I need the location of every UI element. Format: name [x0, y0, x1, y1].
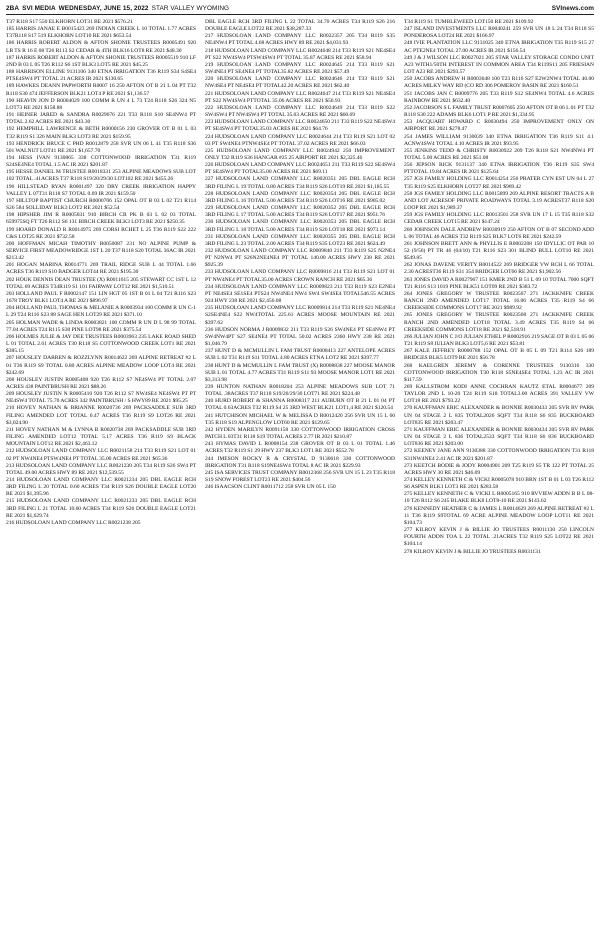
notice-entry: 214 HUDSOLOAN LAND COMPANY LLC R0021234 205 DBL EAGLE RCH 3RD FILING L 20 TOTAL 0.60 ACRES T34 R119 S26 DOUBLE EAGLE LOT20 RE 2021 $1,395.96	[6, 477, 196, 498]
notice-entry: 187 HARRIS ROBERT ALDON & AFTON SHONIE TRUSTEES R0005519 910 LF 2ND B 03 L 05 T26 R112 S6 1ST BLK3 LOT5 RE 2021 $45.25	[6, 54, 196, 68]
notice-entry: 227 HUDSOLOAN LAND COMPANY LLC R0020351 205 DBL EAGLE RCH 3RD FILING L 19 TOTAL 0.80 ACRES T34 R119 S26 LOT19 RE 2021 $1,185.55	[205, 176, 395, 190]
notice-entry: 249 J & J WILSON LLC R0027021 205 STAR VALLEY STORAGE CONDO UNIT A23 WITH1/50TH INTEREST IN COMMON AREA T34 R119S11 205 FRIESIAN LOT A23 RE 2021 $293.57	[404, 54, 594, 76]
column-2	[205, 19, 395, 924]
legal-notice-columns	[6, 19, 594, 924]
notice-entry: 224 HUDSOLOAN LAND COMPANY LLC R0024644 214 T33 R119 S21 LOT 02 03 PT SW4NE4 PTNW4SE4 PT TOTAL 37.02 ACRES RE 2021 $66.03	[205, 133, 395, 147]
notice-entry: 271 KAUFFMAN ERIC ALEXANDER & BONNIE R0030434 205 SVR RV PARK UN 04 STAGE 2 L 836 TOTAL2533 SQFT T34 R118 S6 836 BUCKBOARD LOT836 RE 2021 $203.00	[404, 426, 594, 448]
notice-entry: 206 HOLMES JULIE & JAY DEE TRUSTEES R0003963 235 LAKE ROAD SHED L 01 TOTAL 2.61 ACRES T30 R118 S5 COTTONWOOD CREEK LOT1 RE 2021 $385.15	[6, 333, 196, 355]
notice-entry: 207 HOUSLEY DARREN & ROZZLYNN R0014622 269 ALPINE RETREAT #2 L 01 T36 R119 S9 TOTAL 0.80 ACRES ALPINE MEADOW LOOP LOT4 RE 2021 $242.69	[6, 355, 196, 376]
notice-entry: 235 HUDSOLOAN LAND COMPANY LLC R0009814 214 T33 R119 S21 NE4NE4 S2SE4NE4 S22 NW4TOTAL 225.61 ACRES MOOSE MOUNTAIN RE 2021 $397.62	[205, 305, 395, 326]
notice-entry: 244 IMESON ROCKY R & CRYSTAL D 9130618 330 COTTONWOOD IRRIGATION T31 R118 S19NE4SW4 TOTAL 8 AC IR 2021 $229.93	[205, 455, 395, 469]
notice-entry: 251 JACOBS JAN C R0009776 205 T33 R119 S12 SE4NW4 TOTAL 4.6 ACRES RAINBOW RE 2021 $632.40	[404, 90, 594, 104]
notice-entry: 192 HEMPHILL LAWRENCE & BETH R0000156 230 GROVER OT B 01 L 03 T32 R119 S1 326 MAIN BLK3 LOT3 RE 2021 $159.95	[6, 126, 196, 140]
notice-entry: 222 HUDSOLOAN LAND COMPANY LLC R0024649 214 T33 R119 S22 SW4SW4 PT NW4SW4 PT TOTAL 35.03 ACRES RE 2021 $60.69	[205, 104, 395, 119]
notice-entry: 188 HARRISON ELLINE 9131106 340 ETNA IRRIGATION T36 R119 S34 S4SE4 PTSE4SW4 PT TOTAL 21 ACRES IR 2021 $130.65	[6, 69, 196, 83]
notice-entry: 215 HUDSOLOAN LAND COMPANY LLC R0021233 205 DBL EAGLE RCH 3RD FILING L 21 TOTAL 10.60 ACRES T34 R119 S26 DOUBLE EAGLE LOT21 RE 2021 $1,629.74	[6, 498, 196, 519]
notice-entry: 273 KEETCH BODIE & JODY R0004901 209 T25 R119 S5 TR 122 PT TOTAL 25 ACRES HWY 30 RE 2021 $46.09	[404, 462, 594, 476]
notice-entry: 199 HOARD DONALD R R0014975 269 CORSI RCHET L 25 T36 R119 S22 222 C&S LOT25 RE 2021 $732.58	[6, 226, 196, 240]
notice-entry: 275 KELLEY KENNETH C & VICKI L R0005165 910 RVVIEW ADDN B B L 08-10 T26 R112 S6 245 BLAKE BLK8 LOT8-10 RE 2021 $143.62	[404, 491, 594, 505]
notice-entry: 268 KAELGREN JEREMY & CORENNE TRUSTEES 9130316 330 COTTONWOOD IRRIGATION T30 R118 S5NE4SE4 TOTAL 1.23 AC IR 2021 $117.59	[404, 362, 594, 383]
notice-entry: T34 R119 S1 TUMBLEWEED LOT150 RE 2021 $109.92	[404, 19, 534, 25]
notice-entry: 228 HUDSOLOAN LAND COMPANY LLC R0020354 205 DBL EAGLE RCH 3RD FILING L 16 TOTAL 5.00 ACRES T34 R119 S26 LOT16 RE 2021 $905.02	[205, 190, 395, 204]
notice-entry: 260 JOHNSON DALE ANDREW R0030919 250 AFTON OT B 07 SECOND ADD L 06 TOTAL 46 ACRES T32 R119 S25 BLK7 LOT6 RE 2021 $242.59	[404, 226, 594, 240]
notice-entry: 255 JENKINS TEDD & CHRISTY R0030922 209 T26 R118 S21 NW4NW4 PT TOTAL 5.00 ACRES RE 2021 $51.08	[404, 147, 594, 161]
notice-entry: 198 HIPSHER JIM R R0005031 910 BIRCH CR PK B 03 L 02 03 TOTAL 659975SQ FT T26 R112 S6 131 BIRCH CREEK BLK3 LOT3 RE 2021 $250.35	[6, 212, 196, 226]
notice-entry: 241 HUTCHISON MICHAEL W & MELISSA D R0012420 256 SVR UN 15 L 60 T35 R118 S19 ALPENGLOW LOT60 RE 2021 $129.65	[205, 412, 395, 426]
notice-entry: 208 HOUSLEY JUSTIN R0005408 920 T26 R112 S7 NE4SW4 PT TOTAL 2.07 ACRES 438 PAINTBRUSH RE 2021 $88.26	[6, 376, 196, 390]
notice-entry: 252 JACOBSON S L FAMILY TRUST R0007605 250 AFTON OT B 06 L 01 PT T32 R118 S30 222 ADAMS BLK6 LOT1 P RE 2021 $1,334.95	[404, 104, 594, 119]
notice-entry: 254 JAMES WILLIAM 9130039 340 ETNA IRRIGATION T36 R119 S11 4.1 ACNW4SW4 TOTAL 4.10 ACRES IR 2021 $93.95	[404, 133, 594, 147]
notice-entry: 276 KENNEDY HEATHER C & JAMES L R0014629 269 ALPINE RETREAT #2 L 11 T36 R119 S9TOTAL 69 ACRE ALPINE MEADOW LOOP LOT11 RE 2021 $104.73	[404, 505, 594, 526]
notice-entry: 250 JACOBS ANDREW H R0003648 100 T23 R116 S27 E2W2NW4 TOTAL 40.00 ACRES MILKY WAY RD (CO RD 306 POMEROY BASIN RE 2021 $160.51	[404, 76, 594, 90]
notice-entry: 256 JEPSON RICK 9131137 340 ETNA IRRIGATION T36 R119 S35 SW4 PTTOTAL 19.84 ACRES IR 2021 $125.64	[404, 162, 594, 176]
notice-entry: 218 HUDSOLOAN LAND COMPANY LLC R0024648 214 T33 R119 S21 NE4SE4 PT S22 NW4SW4 PTSW4SW4 PT TOTAL 35.87 ACRES RE 2021 $58.94	[205, 47, 395, 61]
issue-date: WEDNESDAY, JUNE 15, 2022	[58, 5, 149, 12]
notice-entry: 262 JONAS DAVENE VERITY R0014522 269 BRIDGER VW RCH L 66 TOTAL 2.30 ACREST36 R119 S31 354 BRIDGER LOT66 RE 2021 $1,902.56	[404, 262, 594, 276]
notice-entry: 226 HUDSOLOAN LAND COMPANY LLC R0024651 211 T33 R119 S22 SE4SW4 PT SE4SW4 PT TOTAL35.00 ACRES RE 2021 $69.11	[205, 162, 395, 176]
notice-entry: 278 KILROY KEVIN J & BILLIE JO TRUSTEES R0031131	[404, 548, 541, 555]
notice-entry: 219 HUDSOLOAN LAND COMPANY LLC R0024645 214 T33 R119 S21 SW4NE4 PT SE4NE4 PT TOTAL35.82 ACRES RE 2021 $57.49	[205, 61, 395, 76]
notice-entry: 267 KALE JEFFREY R0000788 152 OPAL OT B 05 L 09 T21 R114 S26 189 BRIDGES BLK5 LOT9 RE 2021 $56.78	[404, 348, 594, 362]
notice-entry: DBL EAGLE RCH 3RD FILING L 22 TOTAL 34.70 ACRES T34 R119 S26 216 DOUBLE EAGLE LOT22 RE 2021 $38,287.33	[205, 19, 395, 33]
notice-entry: 201 HOGAN MARINA R0014771 269 TRAIL RIDGE SUB L 44 TOTAL 1.66 ACRES T36 R119 S10 BADGER LOT44 RE 2021 $195.30	[6, 262, 196, 276]
notice-entry: 196 HILLSTEAD RYAN R0001497 320 DRY CREEK IRRIGATION HAPPY VALLEY L 07T31 R118 S7 TOTAL 0.69 IR 2021 $159.50	[6, 183, 196, 197]
notice-entry: 240 HURD ROBERT & SHANNA R0008317 211 AUBURN OT B 21 L 01 04 PT TOTAL 0.63ACRES T32 R119 S4 25 3RD WEST BLK21 LOT1,4 RE 2021 $120.54	[205, 398, 395, 412]
column-1	[6, 19, 196, 924]
notice-entry: 238 HUNT D & MCMULLIN L FAM TRUST (X) R0008838 227 MOOSE MANOR SUB L 01 TOTAL 4.77 ACRES T31 R119 S11 93 MOOSE MANOR LOT1 RE 2021 $3,313.98	[205, 362, 395, 383]
notice-entry: 239 HUNTON NATHAN R0018204 253 ALPINE MEADOWS SUB LOT 71 TOTAL .38ACRES T37 R118 S19/20/29/30 LOT71 RE 2021 $224.48	[205, 383, 395, 398]
notice-entry: 272 KEENEY JANE ANN 9130388 330 COTTONWOOD IRRIGATION T31 R118 S31NW4NE4 2.41 AC IR 2021 $201.87	[404, 448, 594, 462]
paper-name: STAR VALLEY WYOMING	[151, 5, 230, 12]
notice-entry: 266 JULIAN JOHN C J/O JULIAN ETHEL P R0002916 219 SAGE OT B 03 L 05 06 T21 R119 S8 JULIAN BLK3 LOT5,6 RE 2021 $53.81	[404, 333, 594, 348]
notice-entry: 225 HUDSOLOAN LAND COMPANY LLC R0024942 250 IMPROVEMENT ONLY T32 R119 S36 HANGAR #25 25 AIRPORT RE 2021 $2,325.46	[205, 147, 395, 161]
notice-entry: 216 HUDSOLOAN LAND COMPANY LLC R0021238 205	[6, 519, 141, 526]
notice-entry: 209 HOUSLEY JUSTIN N R0005410 920 T26 R112 S7 NW4SE4 NE4SW4 PT PT NE4SW4 TOTAL 75.70 ACRES 342 PAINTBRUSH / S HWY89 RE 2021 $95.25	[6, 391, 196, 405]
notice-entry: 186 HARRIS ROBERT ALDON & AFTON SHONIE TRUSTEES R0005491 920 LB TS R 16 E 08 T26 R113 S2 CEDAR & 4TH BLK16 LOT8 RE 2021 $48.30	[6, 40, 196, 54]
notice-entry: 265 JONES GREGORY W TRUSTEE R0023568 271 JACKKNIFE CREEK RANCH 2ND AMENDED LOT18 TOTAL 3.49 ACRES T35 R119 S4 66 CREEKSIDE COMMONS LOT18 RE 2021 $2,518.91	[404, 312, 594, 333]
notice-entry: 253 JACQUART HOWARD C R0030494 250 IMPROVEMENT ONLY ON AIRPORT RE 2021 $278.47	[404, 119, 594, 133]
notice-entry: 242 HYDEN MARILYN R0091158 330 COTTONWOOD IRRIGATION CROSS PATCH L 03T31 R118 S19 TOTAL ACRES 2.77 IR 2021 $210.87	[205, 426, 395, 441]
notice-entry: 210 HOVEY NATHAN & BRIANNE R0020736 269 PACKSADDLE SUB 3RD FILING AMENDED LOT TOTAL 0.47 ACRES T36 R119 S9 LOT26 RE 2021 $3,024.90	[6, 405, 196, 426]
page-header	[6, 5, 594, 15]
section-name: SVI MEDIA	[22, 5, 56, 12]
notice-entry: 236 HUDSON NORMA J R0009832 211 T33 R119 S26 SW4NE4 PT SE4NW4 PT SW4NW4PT S27 SE4NE4 PT TOTAL 50.02 ACRES 2360 HWY 238 RE 2021 $1,046.79	[205, 326, 395, 348]
notice-entry: 191 HEINER JARED & SANDRA R0029676 221 T33 R118 S10 SE4NW4 PT TOTAL 2.62 ACRES RE 2021 $43.30	[6, 112, 196, 126]
notice-entry: 217 HUDSOLOAN LAND COMPANY LLC R0022357 205 T34 R119 S35 NE4NW4 PT TOTAL 4.68 ACRES HWY 89 RE 2021 $4,031.93	[205, 33, 395, 47]
notice-entry: 258 JGS FAMILY HOLDING LLC R0015899 269 ALPINE RESORT TRACTS A B AND LOT ACRESOF PRIVATE ROADWAYS TOTAL 3.19 ACREST37 R118 S20 LOOP RE 2021 $1,989.37	[404, 190, 594, 212]
notice-entry: 269 KALLSTROM KODI ANNE COCHRAN KAUTZ ETAL R0004677 209 TAYLOR 2ND L 10-20 T24 R119 S18 TOTAL3.00 ACRES 391 VALLEY VW LOT18 RE 2021 $793.22	[404, 383, 594, 405]
notice-entry: 195 HESSE DANIEL M TRUSTEE R0018331 253 ALPINE MEADOWS SUB LOT 102 TOTAL .41ACRES T37 R118 S19/20/29/30 LOT102 RE 2021 $455.26	[6, 169, 196, 183]
notice-entry: 233 HUDSOLOAN LAND COMPANY LLC R0009816 214 T33 R119 S21 LOT 01 PT NW4NE4 PT TOTAL35.00 ACRES CROWN RANCH RE 2021 $65.36	[205, 269, 395, 283]
notice-entry: 193 HENDRICK BRUCE C PHD R0012879 258 SVR UN 06 L 41 T35 R118 S36 501 WALNUT LOT41 RE 2021 $1,657.70	[6, 140, 196, 154]
notice-entry: 220 HUDSOLOAN LAND COMPANY LLC R0024646 214 T33 R119 S21 NW4SE4 PT NE4SE4 PT TOTAL42.20 ACRES RE 2021 $62.40	[205, 76, 395, 90]
notice-entry: 245 ISA SERVICES TRUST COMPANY R0012368 256 SVR UN 15 L 23 T35 R118 S19 SNOW FOREST LOT23 RE 2021 $404.56	[205, 469, 395, 483]
notice-entry: 257 JGS FAMILY HOLDING LLC R0014254 256 PRATER CYN EST UN 04 L 27 T35 R119 S25 ELKHORN LOT27 RE 2021 $969.42	[404, 176, 594, 190]
site-url: SVInews.com	[551, 5, 594, 12]
notice-entry: 211 HOVEY NATHAN M & LYNNA B R0020738 269 PACKSADDLE SUB 3RD FILING AMENDED LOT12 TOTAL 5.17 ACRES T36 R119 S9 BLACK MOUNTAIN LOT12 RE 2021 $2,463.12	[6, 426, 196, 448]
notice-entry: 246 ISAACSON CLINT R0011712 258 SVR UN 05 L 150	[205, 484, 336, 491]
notice-entry: 190 HEAVIN JON D R0004029 100 COMM R UN 4 L 73 T24 R118 S26 324 N5 LOT73 RE 2021 $158.88	[6, 97, 196, 111]
notice-entry: 202 HOUK DENNIS DEAN TRUSTEE (X) R0011615 205 STEWART CC 1ST L 12 TOTAL 69 ACRES T34R119 S1 101 FAIRWAY LOT12 RE 2021 $1,510.51	[6, 276, 196, 290]
notice-entry: 237 HUNT D & MCMULLIN L FAM TRUST R0008413 227 ANTELOPE ACRES SUB L 02 T31 R119 S11 TOTAL 4.80 ACRES ETNA LOT2 RE 2021 $397.77	[205, 348, 395, 362]
notice-entry: 263 JONES DAVID A R0027967 151 KMER 2ND B 51 L 09 10 TOTAL 7000 SQFT T21 R116 S13 1019 PINE BLK51 LOT09 RE 2021 $383.72	[404, 276, 594, 290]
notice-entry: 229 HUDSOLOAN LAND COMPANY LLC R0020352 205 DBL EAGLE RCH 3RD FILING L 17 TOTAL 5.00 ACRES T34 R119 S26 LOT17 RE 2021 $951.76	[205, 205, 395, 219]
notice-entry: 234 HUDSOLOAN LAND COMPANY LLC R0009823 211 T33 R119 S23 E2NE4 PT NE4SE4 SE1SE4 PTS24 NW4NE4 NW4 SW4 SW4SE4 TOTAL546.55 ACRES 924 HWY 238 RE 2021 $2,456.08	[205, 283, 395, 305]
notice-entry: 247 ISLAND INVESTMENTS LLC R0040241 259 SVR UN 18 L 24 T34 R118 S5 PONDEROSA LOT24 RE 2021 $166.97	[404, 26, 594, 40]
notice-entry: 212 HUDSOLOAN LAND COMPANY LLC R0021158 214 T33 R119 S21 LOT 01 02 PT NW4NE4 PTSW4NE4 PT TOTAL 35.00 ACRES RE 2021 $65.36	[6, 448, 196, 462]
notice-entry: 261 JOHNSON BRETT ANN & PHYLLIS E R0002208 150 IDYLLIC OT PAR 10 52 (9/56) PT TR 46 (04/10) T21 R116 S23 301 BLIND BULL LOT10 RE 2021 $549.85	[404, 240, 594, 262]
notice-entry: 221 HUDSOLOAN LAND COMPANY LLC R0024647 214 T33 R119 S21 NE4SE4 PT S22 NW4SW4 PTTOTAL 35.06 ACRES RE 2021 $56.93	[205, 90, 395, 104]
notice-entry: 243 HYMAS DAVID L R0008154 238 GROVER OT B 03 L 01 TOTAL 1.46 ACRES T32 R119 S1 29 HWY 237 BLK3 LOT1 RE 2021 $552.78	[205, 441, 395, 455]
notice-entry: 200 HOFFMAN MICAH TIMOTHY R0050087 231 NO ALPINE PUMP & SERVICE FIRST MEADOWRIDGE 1ST L 20 T37 R118 S20 TOTAL 36AC IR 2021 $213.42	[6, 240, 196, 262]
notice-entry: 230 HUDSOLOAN LAND COMPANY LLC R0020353 205 DBL EAGLE RCH 3RD FILING L 18 TOTAL 5.00 ACRES T34 R119 S26 LOT18 RE 2021 $973.14	[205, 219, 395, 233]
notice-entry: 197 HILLTOP BAPTIST CHURCH R0000706 152 OPAL OT B 03 L 02 T21 R114 S26 584 SOLLIDAY BLK3 LOT2 RE 2021 $52.54	[6, 197, 196, 212]
notice-entry: 232 HUDSOLOAN LAND COMPANY LLC R0009840 211 T33 R119 S25 N2NE4 PT N2NW4 PT S26N2NE4NE4 PT TOTAL 140.00 ACRES HWY 238 RE 2021 $925.39	[205, 248, 395, 269]
notice-entry: 274 KELLEY KENNETH C & VICKI R0005078 910 BRN 1ST B 01 L 03 T26 R112 S6 ASPEN BLK1 LOT3 RE 2021 $283.58	[404, 477, 594, 491]
notice-entry: 185 HARRIS JANAE E B0015423 269 INDIAN CREEK L 10 TOTAL 1.77 ACRES T37R118 S17 519 ELKHORN LOT10 RE 2021 $653.54	[6, 26, 196, 40]
page-number: 2BA	[6, 5, 20, 12]
notice-entry: 203 HOLLAND PAUL F R0002147 151 LIN HGT 05 1ST B 01 L 04 T21 R116 S23 1678 TROY BLK1 LOT4 A RE 2021 $896.97	[6, 290, 196, 305]
notice-entry: 264 JONES GREGORY W TRUSTEE R0023567 271 JACKKNIFE CREEK RANCH 2ND AMENDED LOT17 TOTAL 16.06 ACRES T35 R119 S4 66 CREEKSIDE COMMONS LOT17 RE 2021 $989.92	[404, 290, 594, 312]
notice-entry: 204 HOLLAND PAUL THOMAS & MELANIE A R0003934 100 COMM R UN C-1 L 29 T24 R116 S23 88 SAGE HEN LOT29 RE 2021 $371.10	[6, 305, 196, 319]
notice-entry: T37 R118 S17 550 ELKHORN LOT31 BE 2021 $576.21	[6, 19, 133, 25]
notice-entry: 189 HAWKES DEANN PAPWORTH R0007 16 250 AFTON OT B 21 L 04 PT T32 R118 S30 474 JEFFERSON BLK21 LOT4 P RE 2021 $1,136.57	[6, 83, 196, 97]
notice-entry: 231 HUDSOLOAN LAND COMPANY LLC R0020355 205 DBL EAGLE RCH 3RD FILING L 23 TOTAL 2.00 ACRES T34 R119 S35 LOT23 RE 2021 $624.49	[205, 233, 395, 247]
header-left	[6, 5, 229, 12]
notice-entry: 205 HOLMAN WADE & LINDA R0003821 100 COMM R UN D L 98 99 TOTAL 77.04 ACRES T24 R115 S30 PINE LOT98 RE 2021 $375.54	[6, 319, 196, 333]
notice-entry: 194 HESS IVAN 9130865 338 COTTONWOOD IRRIGATION T31 R119 S24SE4NE4 TOTAL 1.5 AC IR 2021 $201.87	[6, 154, 196, 169]
notice-entry: 223 HUDSOLOAN LAND COMPANY LLC R0024650 211 T33 R119 S22 NE4SW4 PT SE4SW4 PT TOTAL35.03 ACRES RE 2021 $64.76	[205, 119, 395, 133]
notice-entry: 213 HUDSOLOAN LAND COMPANY LLC R0021230 205 T34 R119 S26 SW4 PT TOTAL 49.00 ACRES HWY 89 RE 2021 $12,539.55	[6, 462, 196, 476]
notice-entry: 277 KILROY KEVIN J & BILLIE JO TRUSTEES R0011130 250 LINCOLN FOURTH ADDN TOA L 22 TOTAL .21ACRES T32 R119 S25 LOT22 RE 2021 $104.14	[404, 527, 594, 548]
notice-entry: 270 KAUFFMAN ERIC ALEXANDER & BONNIE R0030433 205 SVR RV PARK UN 04 STAGE 2 L 835 TOTAL2026 SQFT T34 R118 S6 835 BUCKBOARD LOT835 RE 2021 $203.47	[404, 405, 594, 426]
notice-entry: 259 JGS FAMILY HOLDING LLC R0013501 258 SVR UN 17 L 15 T35 R118 S32 CEDAR CREEK LOT15 RE 2021 $147.24	[404, 212, 594, 226]
column-3	[404, 19, 594, 924]
notice-entry: 248 IVIE PLANTATION LLC 9131025 340 ETNA IRRIGATION T35 R119 S15 27 AC PTE2NE4 TOTAL 27.00 ACRES IR 2021 $156.54	[404, 40, 594, 54]
